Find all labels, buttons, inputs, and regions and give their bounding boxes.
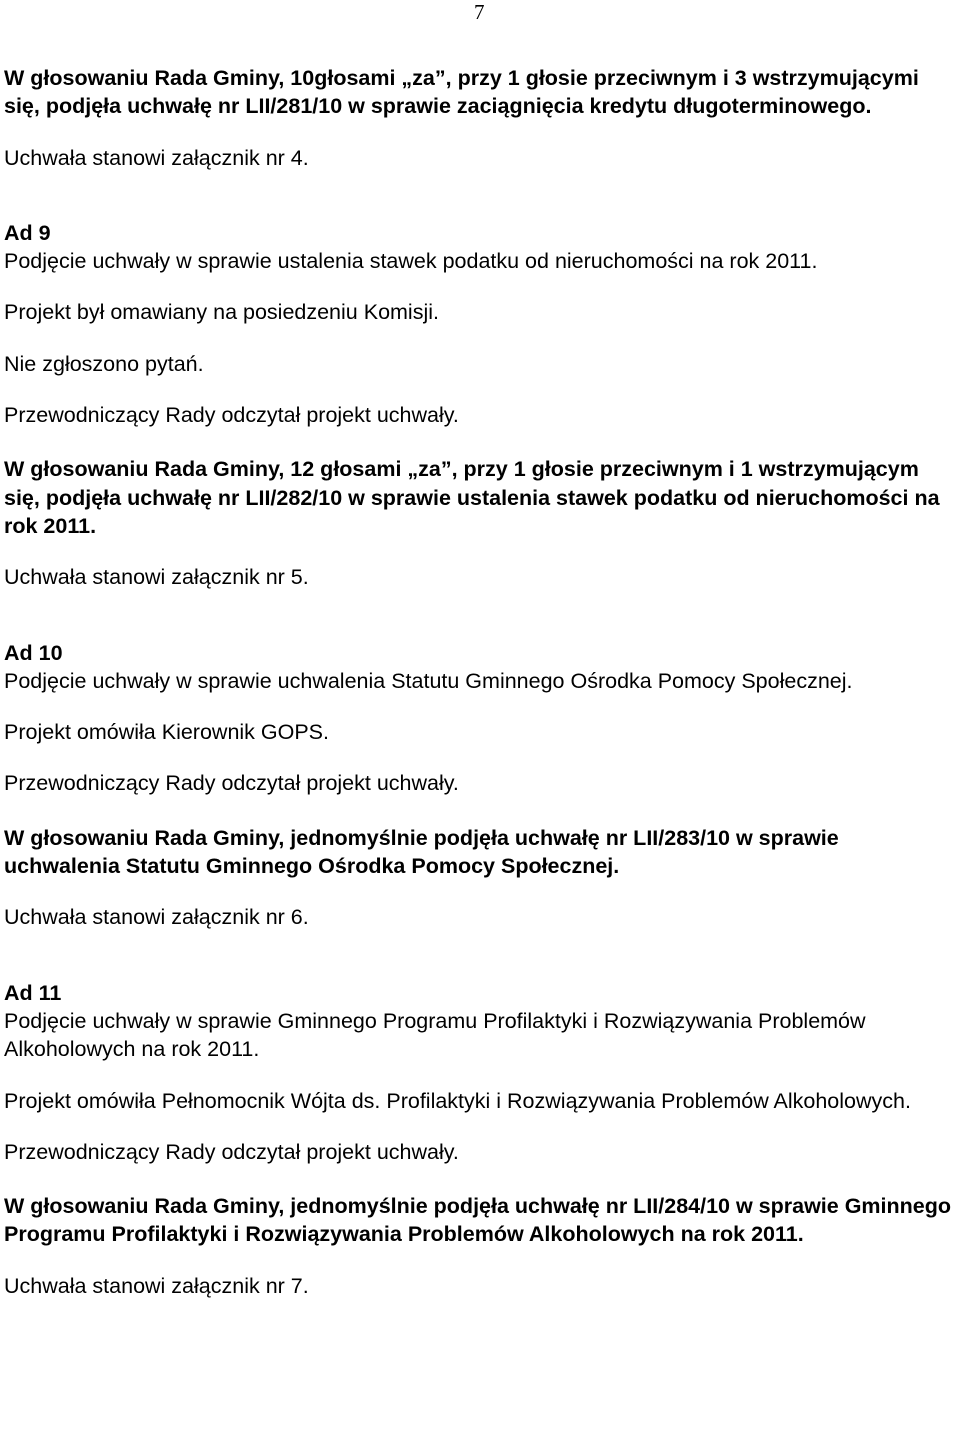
agenda-title-ad9: Podjęcie uchwały w sprawie ustalenia stawek podatku od nieruchomości na rok 2011. — [4, 249, 818, 274]
vote-resolution-284: W głosowaniu Rada Gminy, jednomyślnie podjęła uchwałę nr LII/284/10 w sprawie Gminnego Programu Profilaktyki i Rozwiązywania Problemów Alkoholowych na rok 2011. — [4, 1194, 952, 1247]
ad9-discussed-note: Projekt był omawiany na posiedzeniu Komisji. — [4, 300, 439, 325]
ad11-presented-note: Projekt omówiła Pełnomocnik Wójta ds. Profilaktyki i Rozwiązywania Problemów Alkoholowych. — [4, 1088, 911, 1113]
vote-resolution-283: W głosowaniu Rada Gminy, jednomyślnie podjęła uchwałę nr LII/283/10 w sprawie uchwalenia Statutu Gminnego Ośrodka Pomocy Społecznej. — [4, 825, 839, 879]
vote-resolution-282: W głosowaniu Rada Gminy, 12 głosami „za”, przy 1 głosie przeciwnym i 1 wstrzymującym się, podjęła uchwałę nr LII/282/10 w sprawie ustalenia stawek podatku od nieruchomości na rok 2011. — [4, 457, 940, 538]
agenda-title-ad11: Podjęcie uchwały w sprawie Gminnego Programu Profilaktyki i Rozwiązywania Problemów Alkoholowych na rok 2011. — [4, 1008, 866, 1062]
attachment-note-6: Uchwała stanowi załącznik nr 6. — [4, 905, 309, 930]
page-number: 7 — [474, 0, 485, 24]
attachment-note-7: Uchwała stanowi załącznik nr 7. — [4, 1273, 309, 1298]
ad9-read-note: Przewodniczący Rady odczytał projekt uchwały. — [4, 403, 459, 428]
ad10-presented-note: Projekt omówiła Kierownik GOPS. — [4, 720, 329, 745]
agenda-heading-ad11: Ad 11 — [4, 980, 62, 1005]
vote-resolution-281: W głosowaniu Rada Gminy, 10głosami „za”, przy 1 głosie przeciwnym i 3 wstrzymującymi się, podjęła uchwałę nr LII/281/10 w sprawie zaciągnięcia kredytu długoterminowego. — [4, 66, 919, 119]
attachment-note-5: Uchwała stanowi załącznik nr 5. — [4, 565, 309, 590]
agenda-heading-ad9: Ad 9 — [4, 220, 51, 245]
agenda-heading-ad10: Ad 10 — [4, 640, 63, 665]
agenda-title-ad10: Podjęcie uchwały w sprawie uchwalenia Statutu Gminnego Ośrodka Pomocy Społecznej. — [4, 668, 853, 693]
ad10-read-note: Przewodniczący Rady odczytał projekt uchwały. — [4, 771, 459, 796]
document-body — [4, 64, 960, 1300]
ad11-read-note: Przewodniczący Rady odczytał projekt uchwały. — [4, 1139, 459, 1164]
attachment-note-4: Uchwała stanowi załącznik nr 4. — [4, 145, 309, 170]
ad9-no-questions-note: Nie zgłoszono pytań. — [4, 351, 204, 376]
